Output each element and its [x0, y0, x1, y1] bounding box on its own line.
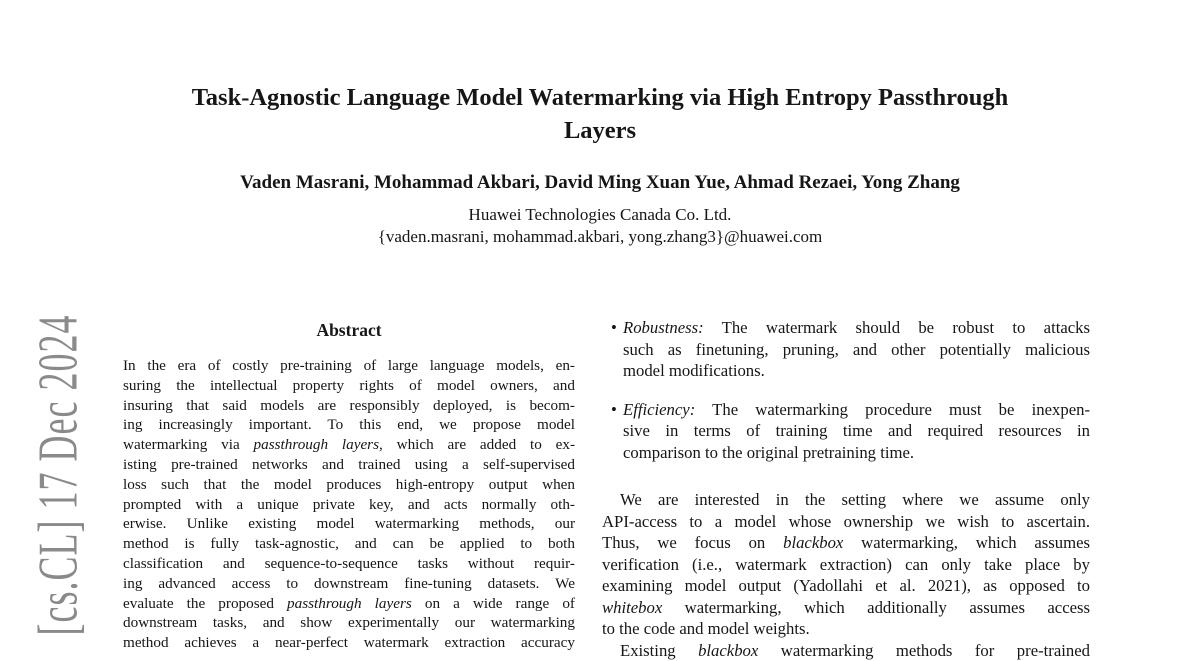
affiliation-line: Huawei Technologies Canada Co. Ltd.	[0, 204, 1200, 226]
text-segment: sive in terms of training time and required resources in	[623, 421, 1090, 440]
text-segment: insuring that said models are responsibly deployed, is becom-	[123, 397, 575, 414]
text-line	[623, 420, 1090, 442]
text-line	[602, 597, 1090, 619]
text-segment: API-access to a model whose ownership we wish to ascertain.	[602, 512, 1090, 531]
text-segment: The watermarking procedure must be inexpen-	[695, 400, 1090, 419]
text-segment: loss such that the model produces high-entropy output when	[123, 476, 575, 493]
body-paragraph	[602, 640, 1090, 661]
italic-text: passthrough layers	[254, 436, 379, 453]
text-segment: Existing	[620, 641, 698, 660]
text-line	[123, 554, 575, 574]
text-line	[602, 618, 1090, 640]
text-line	[623, 442, 1090, 464]
email-line: {vaden.masrani, mohammad.akbari, yong.zhang3}@huawei.com	[0, 226, 1200, 248]
text-line	[123, 514, 575, 534]
text-segment: downstream tasks, and show experimentally our watermarking	[123, 614, 575, 631]
text-segment: on a wide range of	[412, 595, 575, 612]
text-segment: , which are added to ex-	[379, 436, 575, 453]
bullet-item	[602, 399, 1090, 464]
text-segment: watermarking, which assumes	[843, 533, 1090, 552]
text-line	[602, 532, 1090, 554]
text-segment: We are interested in the setting where we assume only	[620, 490, 1090, 509]
text-segment: examining model output (Yadollahi et al. 2021), as opposed to	[602, 576, 1090, 595]
italic-text: Robustness:	[623, 318, 704, 337]
text-line	[623, 360, 1090, 382]
text-segment: watermarking methods for pre-trained	[758, 641, 1090, 660]
paper-title-line2: Layers	[0, 114, 1200, 147]
text-line	[602, 575, 1090, 597]
text-line	[123, 613, 575, 633]
text-segment: prompted with a unique private key, and acts normally oth-	[123, 496, 575, 513]
text-line	[123, 455, 575, 475]
text-segment: verification (i.e., watermark extraction) can only take place by	[602, 555, 1090, 574]
text-segment: method is fully task-agnostic, and can be applied to both	[123, 535, 575, 552]
paper-title-line1: Task-Agnostic Language Model Watermarking via High Entropy Passthrough	[0, 81, 1200, 114]
authors-line: Vaden Masrani, Mohammad Akbari, David Ming Xuan Yue, Ahmad Rezaei, Yong Zhang	[0, 172, 1200, 194]
text-segment: to the code and model weights.	[602, 619, 810, 638]
text-segment: model modifications.	[623, 361, 765, 380]
paper-title	[0, 81, 1200, 147]
text-line	[123, 534, 575, 554]
italic-text: Efficiency:	[623, 400, 695, 419]
bullet-icon: •	[611, 399, 617, 421]
text-segment: isting pre-trained networks and trained using a self-supervised	[123, 456, 575, 473]
text-line	[602, 640, 1090, 661]
text-segment: ing advanced access to downstream fine-tuning datasets. We	[123, 575, 575, 592]
text-line	[602, 489, 1090, 511]
abstract-heading: Abstract	[123, 320, 575, 341]
text-line	[623, 399, 1090, 421]
text-segment: such as finetuning, pruning, and other potentially malicious	[623, 340, 1090, 359]
text-line	[123, 356, 575, 376]
text-line	[123, 415, 575, 435]
text-line	[602, 554, 1090, 576]
text-line	[123, 475, 575, 495]
italic-text: blackbox	[698, 641, 758, 660]
bullet-list	[602, 317, 1090, 463]
text-line	[123, 435, 575, 455]
italic-text: passthrough layers	[287, 595, 412, 612]
text-segment: classification and sequence-to-sequence tasks without requir-	[123, 555, 575, 572]
text-segment: evaluate the proposed	[123, 595, 287, 612]
text-line	[123, 495, 575, 515]
text-segment: suring the intellectual property rights of model owners, and	[123, 377, 575, 394]
text-line	[123, 376, 575, 396]
abstract-text	[123, 356, 575, 653]
body-paragraph	[602, 489, 1090, 640]
text-line	[123, 396, 575, 416]
affiliation-block	[0, 204, 1200, 248]
text-line	[123, 633, 575, 653]
text-segment: watermarking via	[123, 436, 254, 453]
text-line	[623, 317, 1090, 339]
text-segment: watermarking, which additionally assumes access	[662, 598, 1090, 617]
body-right-column	[602, 317, 1090, 661]
text-segment: comparison to the original pretraining time.	[623, 443, 914, 462]
text-segment: ing increasingly important. To this end, we propose model	[123, 416, 575, 433]
italic-text: whitebox	[602, 598, 662, 617]
text-segment: The watermark should be robust to attacks	[704, 318, 1090, 337]
bullet-item	[602, 317, 1090, 382]
text-line	[602, 511, 1090, 533]
text-line	[623, 339, 1090, 361]
bullet-icon: •	[611, 317, 617, 339]
text-segment: Thus, we focus on	[602, 533, 783, 552]
paragraph-list	[602, 489, 1090, 661]
text-segment: method achieves a near-perfect watermark extraction accuracy	[123, 634, 575, 651]
text-line	[123, 594, 575, 614]
text-line	[123, 574, 575, 594]
text-segment: In the era of costly pre-training of large language models, en-	[123, 357, 575, 374]
text-segment: erwise. Unlike existing model watermarking methods, our	[123, 515, 575, 532]
arxiv-stamp: [cs.CL] 17 Dec 2024	[25, 315, 90, 636]
italic-text: blackbox	[783, 533, 843, 552]
